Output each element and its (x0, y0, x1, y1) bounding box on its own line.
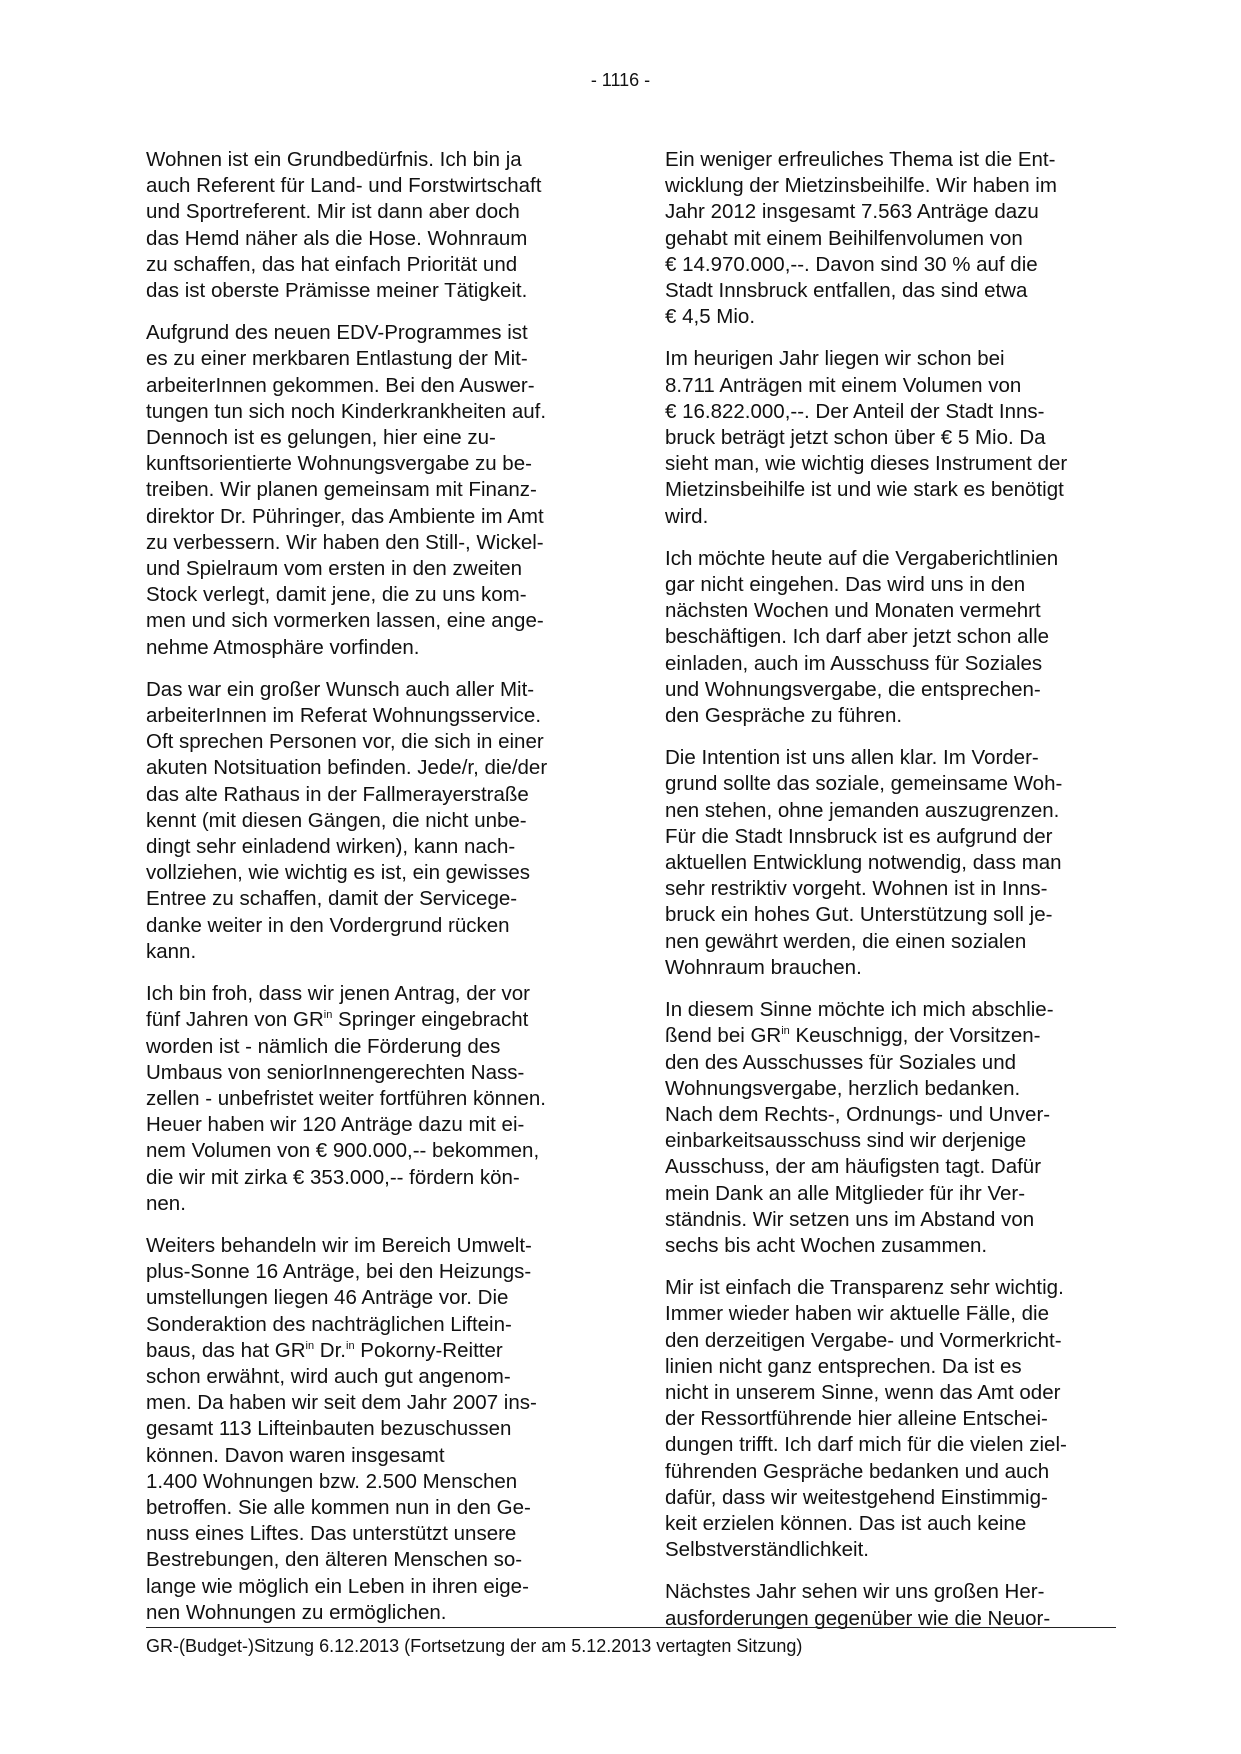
text-line: betroffen. Sie alle kommen nun in den Ge- (146, 1495, 531, 1519)
text-line: einladen, auch im Ausschuss für Soziales (665, 651, 1043, 675)
text-fragment: fünf Jahren von GR (146, 1008, 324, 1032)
text-fragment: Keuschnigg, der Vorsitzen- (789, 1024, 1041, 1048)
text-line: wicklung der Mietzinsbeihilfe. Wir haben im (665, 174, 1057, 198)
text-line: arbeiterInnen im Referat Wohnungsservice. (146, 704, 542, 728)
text-line: wird. (665, 504, 709, 528)
text-line: Entree zu schaffen, damit der Servicege- (146, 887, 518, 911)
text-line: gesamt 113 Lifteinbauten bezuschussen (146, 1417, 512, 1441)
text-line: schon erwähnt, wird auch gut angenom- (146, 1364, 511, 1388)
text-line: das Hemd näher als die Hose. Wohnraum (146, 226, 528, 250)
text-line: akuten Notsituation befinden. Jede/r, die/der (146, 756, 548, 780)
paragraph (665, 745, 1120, 981)
text-line: Umbaus von seniorInnengerechten Nass- (146, 1060, 525, 1084)
paragraph (665, 346, 1120, 529)
text-line: und Wohnungsvergabe, die entsprechen- (665, 677, 1041, 701)
text-line: Im heurigen Jahr liegen wir schon bei (665, 347, 1005, 371)
text-line: zu verbessern. Wir haben den Still-, Wickel- (146, 530, 544, 554)
text-line: linien nicht ganz entsprechen. Da ist es (665, 1354, 1022, 1378)
text-line: Stadt Innsbruck entfallen, das sind etwa (665, 279, 1028, 303)
text-line: nen stehen, ohne jemanden auszugrenzen. (665, 798, 1060, 822)
text-line: das ist oberste Prämisse meiner Tätigkeit. (146, 279, 528, 303)
text-line: Aufgrund des neuen EDV-Programmes ist (146, 321, 528, 345)
text-line: men und sich vormerken lassen, eine ange- (146, 609, 544, 633)
superscript: in (346, 1339, 355, 1352)
text-line: zellen - unbefristet weiter fortführen können. (146, 1086, 546, 1110)
text-line: ständnis. Wir setzen uns im Abstand von (665, 1207, 1035, 1231)
text-line: grund sollte das soziale, gemeinsame Woh- (665, 772, 1063, 796)
text-line: vollziehen, wie wichtig es ist, ein gewisses (146, 861, 530, 885)
text-line: nen. (146, 1191, 186, 1215)
text-line: kennt (mit diesen Gängen, die nicht unbe- (146, 808, 527, 832)
text-line: und Spielraum vom ersten in den zweiten (146, 557, 523, 581)
text-line: sechs bis acht Wochen zusammen. (665, 1233, 988, 1257)
text-line: € 4,5 Mio. (665, 305, 756, 329)
text-line: Die Intention ist uns allen klar. Im Vorder- (665, 746, 1039, 770)
footer-text: GR-(Budget-)Sitzung 6.12.2013 (Fortsetzung der am 5.12.2013 vertagten Sitzung) (146, 1636, 803, 1656)
text-line: bruck beträgt jetzt schon über € 5 Mio. Da (665, 426, 1046, 450)
text-line: nicht in unserem Sinne, wenn das Amt oder (665, 1380, 1061, 1404)
text-line: 8.711 Anträgen mit einem Volumen von (665, 373, 1022, 397)
text-line: Nächstes Jahr sehen wir uns großen Her- (665, 1580, 1045, 1604)
text-line: Bestrebungen, den älteren Menschen so- (146, 1548, 523, 1572)
text-line: umstellungen liegen 46 Anträge vor. Die (146, 1286, 509, 1310)
superscript: in (305, 1339, 315, 1352)
right-column (665, 147, 1120, 1648)
text-line: Weiters behandeln wir im Bereich Umwelt- (146, 1233, 532, 1257)
text-line: Ein weniger erfreuliches Thema ist die Ent- (665, 148, 1056, 171)
text-line: mein Dank an alle Mitglieder für ihr Ver- (665, 1181, 1026, 1205)
text-line: den des Ausschusses für Soziales und (665, 1050, 1016, 1074)
text-line: die wir mit zirka € 353.000,-- fördern kön- (146, 1165, 520, 1189)
text-line: sieht man, wie wichtig dieses Instrument der (665, 452, 1068, 476)
paragraph (665, 1579, 1120, 1631)
text-line: den derzeitigen Vergabe- und Vormerkricht- (665, 1328, 1062, 1352)
text-line: Immer wieder haben wir aktuelle Fälle, die (665, 1302, 1049, 1326)
text-line (146, 1338, 601, 1364)
text-line: direktor Dr. Pühringer, das Ambiente im Amt (146, 504, 544, 528)
text-fragment: Pokorny-Reitter (354, 1338, 503, 1362)
text-line: Mietzinsbeihilfe ist und wie stark es benötigt (665, 478, 1064, 502)
text-line: arbeiterInnen gekommen. Bei den Auswer- (146, 373, 535, 397)
text-line: dafür, dass wir weitestgehend Einstimmig- (665, 1485, 1048, 1509)
text-line: Oft sprechen Personen vor, die sich in einer (146, 730, 544, 754)
text-line: nen gewährt werden, die einen sozialen (665, 929, 1027, 953)
text-line: treiben. Wir planen gemeinsam mit Finanz- (146, 478, 537, 502)
text-line: einbarkeitsausschuss sind wir derjenige (665, 1129, 1027, 1153)
text-line: Dennoch ist es gelungen, hier eine zu- (146, 426, 496, 450)
text-line: Wohnungsvergabe, herzlich bedanken. (665, 1076, 1021, 1100)
text-line: führenden Gespräche bedanken und auch (665, 1459, 1050, 1483)
text-line: der Ressortführende hier alleine Entschei- (665, 1407, 1048, 1431)
text-line: Ich bin froh, dass wir jenen Antrag, der vor (146, 982, 531, 1006)
text-line: gehabt mit einem Beihilfenvolumen von (665, 226, 1023, 250)
text-fragment: Dr. (314, 1338, 347, 1362)
text-line: Wohnraum brauchen. (665, 955, 862, 979)
text-line: plus-Sonne 16 Anträge, bei den Heizungs- (146, 1260, 532, 1284)
superscript: in (323, 1009, 333, 1022)
text-line: kann. (146, 939, 197, 963)
paragraph (146, 981, 601, 1217)
text-line: nächsten Wochen und Monaten vermehrt (665, 599, 1041, 623)
text-line: Mir ist einfach die Transparenz sehr wichtig. (665, 1276, 1064, 1300)
paragraph (665, 147, 1120, 330)
text-line: Stock verlegt, damit jene, die zu uns kom- (146, 583, 527, 607)
text-line: Das war ein großer Wunsch auch aller Mit- (146, 677, 535, 701)
text-line: nem Volumen von € 900.000,-- bekommen, (146, 1139, 540, 1163)
text-line: nen Wohnungen zu ermöglichen. (146, 1600, 447, 1624)
text-line: dungen trifft. Ich darf mich für die vielen ziel- (665, 1433, 1067, 1457)
text-line: den Gespräche zu führen. (665, 704, 903, 728)
text-fragment: Springer eingebracht (332, 1008, 529, 1032)
paragraph (665, 546, 1120, 729)
text-line: nehme Atmosphäre vorfinden. (146, 635, 420, 659)
text-line: In diesem Sinne möchte ich mich abschlie- (665, 998, 1054, 1022)
text-line (665, 1023, 1120, 1049)
paragraph (665, 1275, 1120, 1563)
text-line: 1.400 Wohnungen bzw. 2.500 Menschen (146, 1469, 518, 1493)
text-fragment: ßend bei GR (665, 1024, 782, 1048)
footer-rule (146, 1627, 1116, 1628)
text-line: aktuellen Entwicklung notwendig, dass man (665, 851, 1062, 875)
paragraph (146, 320, 601, 661)
text-line: auch Referent für Land- und Forstwirtschaft (146, 174, 542, 198)
text-line: tungen tun sich noch Kinderkrankheiten auf. (146, 399, 547, 423)
text-line: es zu einer merkbaren Entlastung der Mit- (146, 347, 528, 371)
text-line: Für die Stadt Innsbruck ist es aufgrund der (665, 824, 1053, 848)
paragraph (146, 147, 601, 304)
text-line: können. Davon waren insgesamt (146, 1443, 445, 1467)
text-line: sehr restriktiv vorgeht. Wohnen ist in Inns- (665, 877, 1048, 901)
text-line: das alte Rathaus in der Fallmerayerstraße (146, 782, 529, 806)
text-line: zu schaffen, das hat einfach Priorität und (146, 252, 518, 276)
text-line (146, 1007, 601, 1033)
text-line: nuss eines Liftes. Das unterstützt unsere (146, 1522, 517, 1546)
text-line: Sonderaktion des nachträglichen Liftein- (146, 1312, 512, 1336)
left-column (146, 147, 601, 1642)
text-line: Nach dem Rechts-, Ordnungs- und Unver- (665, 1102, 1051, 1126)
text-fragment: baus, das hat GR (146, 1338, 306, 1362)
text-line: € 14.970.000,--. Davon sind 30 % auf die (665, 252, 1038, 276)
superscript: in (781, 1025, 790, 1038)
text-line: beschäftigen. Ich darf aber jetzt schon alle (665, 625, 1050, 649)
text-line: men. Da haben wir seit dem Jahr 2007 ins- (146, 1391, 537, 1415)
text-line: Ausschuss, der am häufigsten tagt. Dafür (665, 1155, 1042, 1179)
text-line: ausforderungen gegenüber wie die Neuor- (665, 1606, 1051, 1630)
text-line: Jahr 2012 insgesamt 7.563 Anträge dazu (665, 200, 1039, 224)
text-line: € 16.822.000,--. Der Anteil der Stadt Inns- (665, 399, 1045, 423)
text-line: worden ist - nämlich die Förderung des (146, 1034, 501, 1058)
text-line: und Sportreferent. Mir ist dann aber doch (146, 200, 520, 224)
text-line: bruck ein hohes Gut. Unterstützung soll je- (665, 903, 1053, 927)
text-line: dingt sehr einladend wirken), kann nach- (146, 835, 516, 859)
paragraph (146, 677, 601, 965)
text-line: Selbstverständlichkeit. (665, 1538, 869, 1562)
text-line: gar nicht eingehen. Das wird uns in den (665, 573, 1026, 597)
page-number: - 1116 - (590, 70, 651, 90)
text-line: Heuer haben wir 120 Anträge dazu mit ei- (146, 1113, 525, 1137)
text-line: keit erzielen können. Das ist auch keine (665, 1511, 1027, 1535)
text-line: lange wie möglich ein Leben in ihren eige- (146, 1574, 529, 1598)
text-line: Wohnen ist ein Grundbedürfnis. Ich bin ja (146, 148, 522, 171)
text-line: danke weiter in den Vordergrund rücken (146, 913, 510, 937)
paragraph (665, 997, 1120, 1259)
text-line: kunftsorientierte Wohnungsvergabe zu be- (146, 452, 532, 476)
text-line: Ich möchte heute auf die Vergaberichtlinien (665, 546, 1059, 570)
paragraph (146, 1233, 601, 1626)
